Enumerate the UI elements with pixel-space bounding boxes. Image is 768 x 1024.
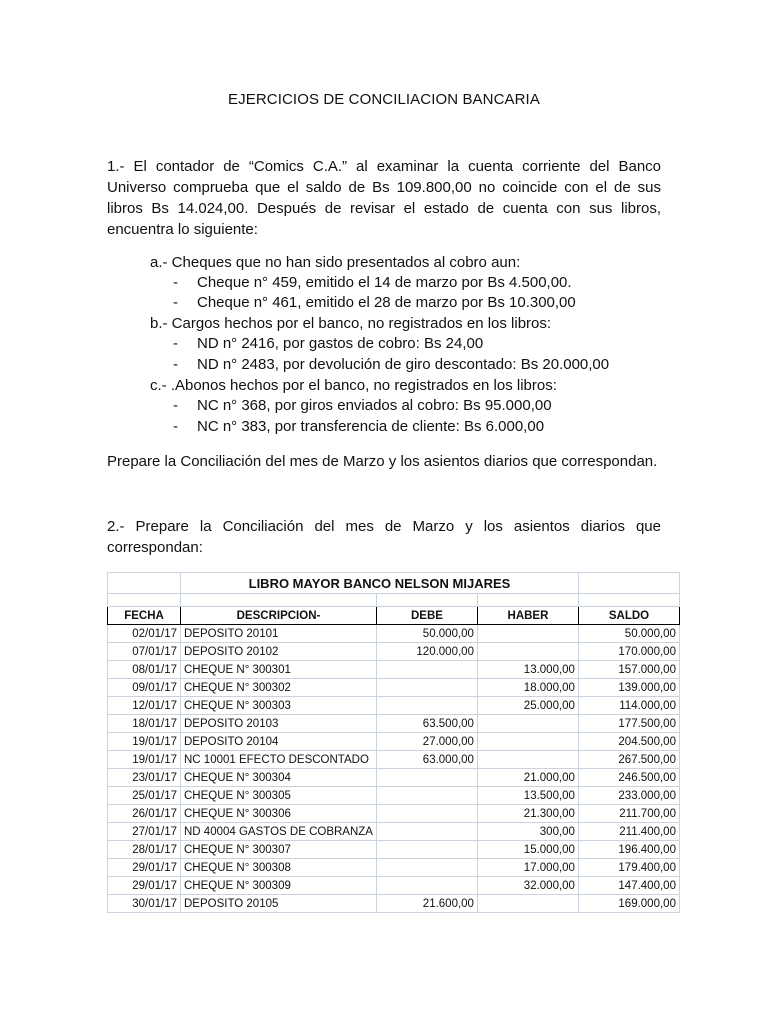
cell-saldo: 204.500,00 [578, 733, 679, 751]
ledger-title-row [108, 573, 680, 594]
cell-saldo: 246.500,00 [578, 769, 679, 787]
table-row [108, 625, 680, 643]
cell-fecha: 23/01/17 [108, 769, 181, 787]
cell-saldo: 196.400,00 [578, 841, 679, 859]
cell-descripcion: CHEQUE N° 300306 [181, 805, 377, 823]
cell-debe [376, 787, 477, 805]
cell-haber: 21.000,00 [477, 769, 578, 787]
cell-descripcion: NC 10001 EFECTO DESCONTADO [181, 751, 377, 769]
cell-descripcion: DEPOSITO 20102 [181, 643, 377, 661]
cell-saldo: 50.000,00 [578, 625, 679, 643]
cell-descripcion: CHEQUE N° 300302 [181, 679, 377, 697]
item-b-1: ND n° 2416, por gastos de cobro: Bs 24,00 [197, 335, 484, 352]
table-row [108, 823, 680, 841]
cell-debe [376, 841, 477, 859]
cell-haber [477, 895, 578, 913]
cell-descripcion: CHEQUE N° 300304 [181, 769, 377, 787]
cell-fecha: 25/01/17 [108, 787, 181, 805]
cell-saldo: 179.400,00 [578, 859, 679, 877]
cell-haber [477, 625, 578, 643]
table-row [108, 697, 680, 715]
cell-descripcion: DEPOSITO 20105 [181, 895, 377, 913]
cell-descripcion: CHEQUE N° 300303 [181, 697, 377, 715]
table-row [108, 859, 680, 877]
cell-saldo: 267.500,00 [578, 751, 679, 769]
cell-fecha: 08/01/17 [108, 661, 181, 679]
cell-debe [376, 823, 477, 841]
list-dash: - [173, 335, 178, 352]
cell-haber [477, 715, 578, 733]
cell-debe [376, 661, 477, 679]
cell-saldo: 177.500,00 [578, 715, 679, 733]
cell-descripcion: CHEQUE N° 300309 [181, 877, 377, 895]
table-row [108, 661, 680, 679]
cell-fecha: 27/01/17 [108, 823, 181, 841]
cell-descripcion: CHEQUE N° 300307 [181, 841, 377, 859]
header-fecha: FECHA [108, 607, 181, 625]
cell-fecha: 29/01/17 [108, 877, 181, 895]
table-row [108, 751, 680, 769]
list-dash: - [173, 274, 178, 291]
cell-fecha: 28/01/17 [108, 841, 181, 859]
list-dash: - [173, 356, 178, 373]
header-saldo: SALDO [578, 607, 679, 625]
cell-haber [477, 733, 578, 751]
ledger-table [107, 572, 680, 913]
cell-debe [376, 679, 477, 697]
ledger-header-row [108, 607, 680, 625]
item-b-2: ND n° 2483, por devolución de giro descontado: Bs 20.000,00 [197, 356, 610, 373]
document-title: EJERCICIOS DE CONCILIACION BANCARIA [228, 91, 540, 108]
cell-fecha: 07/01/17 [108, 643, 181, 661]
list-dash: - [173, 397, 178, 414]
cell-haber: 17.000,00 [477, 859, 578, 877]
item-c-1: NC n° 368, por giros enviados al cobro: Bs 95.000,00 [197, 397, 552, 414]
item-a-heading: a.- Cheques que no han sido presentados al cobro aun: [150, 254, 521, 271]
header-haber: HABER [477, 607, 578, 625]
cell-haber: 13.000,00 [477, 661, 578, 679]
cell-saldo: 114.000,00 [578, 697, 679, 715]
cell-debe: 21.600,00 [376, 895, 477, 913]
table-row [108, 679, 680, 697]
exercise-1-instruction: Prepare la Conciliación del mes de Marzo y los asientos diarios que correspondan. [107, 453, 658, 470]
table-row [108, 733, 680, 751]
cell-fecha: 19/01/17 [108, 733, 181, 751]
list-dash: - [173, 418, 178, 435]
cell-haber: 25.000,00 [477, 697, 578, 715]
cell-debe [376, 877, 477, 895]
cell-fecha: 12/01/17 [108, 697, 181, 715]
cell-haber: 13.500,00 [477, 787, 578, 805]
cell-descripcion: ND 40004 GASTOS DE COBRANZA [181, 823, 377, 841]
header-descripcion: DESCRIPCION- [181, 607, 377, 625]
cell-haber [477, 751, 578, 769]
table-row [108, 805, 680, 823]
item-b-heading: b.- Cargos hechos por el banco, no registrados en los libros: [150, 315, 552, 332]
cell-debe [376, 697, 477, 715]
cell-haber: 300,00 [477, 823, 578, 841]
cell-haber: 32.000,00 [477, 877, 578, 895]
item-c-2: NC n° 383, por transferencia de cliente: Bs 6.000,00 [197, 418, 545, 435]
cell-fecha: 02/01/17 [108, 625, 181, 643]
cell-debe: 50.000,00 [376, 625, 477, 643]
cell-fecha: 26/01/17 [108, 805, 181, 823]
cell-fecha: 18/01/17 [108, 715, 181, 733]
item-a-2: Cheque n° 461, emitido el 28 de marzo por Bs 10.300,00 [197, 294, 576, 311]
cell-saldo: 157.000,00 [578, 661, 679, 679]
cell-descripcion: DEPOSITO 20104 [181, 733, 377, 751]
table-row [108, 643, 680, 661]
cell-fecha: 09/01/17 [108, 679, 181, 697]
cell-debe: 120.000,00 [376, 643, 477, 661]
list-dash: - [173, 294, 178, 311]
item-a-1: Cheque n° 459, emitido el 14 de marzo por Bs 4.500,00. [197, 274, 572, 291]
cell-haber [477, 643, 578, 661]
exercise-1-intro: 1.- El contador de “Comics C.A.” al examinar la cuenta corriente del Banco Universo comprueba que el saldo de Bs 109.800,00 no coincide con el de sus libros Bs 14.024,00. Después de revisar el estado de cuenta con sus libros, encuentra lo siguiente: [107, 158, 661, 238]
cell-descripcion: CHEQUE N° 300308 [181, 859, 377, 877]
cell-debe [376, 805, 477, 823]
cell-saldo: 233.000,00 [578, 787, 679, 805]
cell-descripcion: DEPOSITO 20103 [181, 715, 377, 733]
cell-saldo: 170.000,00 [578, 643, 679, 661]
cell-debe: 63.500,00 [376, 715, 477, 733]
table-row [108, 715, 680, 733]
table-row [108, 841, 680, 859]
cell-descripcion: CHEQUE N° 300305 [181, 787, 377, 805]
cell-haber: 21.300,00 [477, 805, 578, 823]
cell-fecha: 29/01/17 [108, 859, 181, 877]
ledger-title: LIBRO MAYOR BANCO NELSON MIJARES [181, 573, 579, 594]
cell-saldo: 211.700,00 [578, 805, 679, 823]
cell-debe: 63.000,00 [376, 751, 477, 769]
table-row [108, 769, 680, 787]
cell-debe [376, 769, 477, 787]
cell-descripcion: DEPOSITO 20101 [181, 625, 377, 643]
cell-saldo: 147.400,00 [578, 877, 679, 895]
cell-fecha: 30/01/17 [108, 895, 181, 913]
ledger-spacer-row [108, 594, 680, 607]
table-row [108, 895, 680, 913]
cell-saldo: 169.000,00 [578, 895, 679, 913]
cell-descripcion: CHEQUE N° 300301 [181, 661, 377, 679]
cell-saldo: 211.400,00 [578, 823, 679, 841]
cell-haber: 18.000,00 [477, 679, 578, 697]
table-row [108, 787, 680, 805]
cell-saldo: 139.000,00 [578, 679, 679, 697]
cell-haber: 15.000,00 [477, 841, 578, 859]
exercise-2-intro: 2.- Prepare la Conciliación del mes de Marzo y los asientos diarios que correspondan: [107, 518, 661, 556]
cell-fecha: 19/01/17 [108, 751, 181, 769]
item-c-heading: c.- .Abonos hechos por el banco, no registrados en los libros: [150, 377, 557, 394]
table-row [108, 877, 680, 895]
cell-debe: 27.000,00 [376, 733, 477, 751]
header-debe: DEBE [376, 607, 477, 625]
cell-debe [376, 859, 477, 877]
